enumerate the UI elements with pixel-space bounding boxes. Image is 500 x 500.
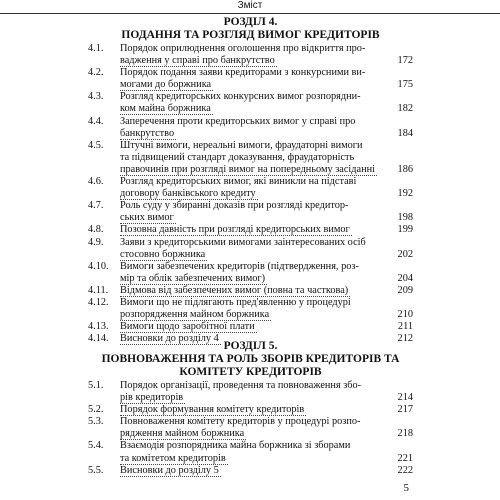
- toc-entry-page: 182: [391, 103, 413, 115]
- toc-entry-number: 4.4.: [88, 115, 104, 127]
- section-4-heading-title: ПОДАННЯ ТА РОЗГЛЯД ВИМОГ КРЕДИТОРІВ: [121, 29, 380, 41]
- toc-entry-text-line: Заяви з кредиторськими вимогами заінтересованих осіб: [120, 236, 366, 248]
- toc-entry-page: 221: [391, 453, 413, 465]
- toc-entry-number: 4.12.: [88, 296, 109, 308]
- toc-entry-text-line: Вимоги забезпечених кредиторів (підтвердження, роз-: [120, 260, 359, 272]
- toc-entry: [88, 237, 413, 261]
- toc-entry-text-line: Порядок подання заяви кредиторами з конкурсними ви-: [120, 67, 366, 79]
- toc-entry-page: 199: [391, 224, 413, 236]
- toc-entry-text-line: Порядок оприлюднення оголошення про відкриття про-: [120, 43, 366, 54]
- toc-entry: [88, 67, 413, 91]
- toc-entry-number: 5.5.: [88, 464, 104, 476]
- toc-entry: [88, 380, 413, 404]
- toc-entry-number: 5.2.: [88, 404, 104, 416]
- toc-entry-text-line: Висновки до розділу 4: [120, 333, 219, 345]
- toc-entry-page: 209: [391, 285, 413, 297]
- toc-entry-page: 172: [391, 55, 413, 67]
- toc-entry-text-line: Повноваження комітету кредиторів у процедурі розпо-: [120, 416, 361, 428]
- toc-entry-page: 222: [391, 465, 413, 477]
- header-rule: [0, 13, 500, 14]
- toc-entry-text-line: Порядок організації, проведення та повноваження збо-: [120, 380, 362, 391]
- toc-entry: [88, 116, 413, 140]
- toc-entry-text-line: Висновки до розділу 5: [120, 464, 219, 476]
- toc-entry: [88, 261, 413, 285]
- toc-entry-text-line: стосовно боржника: [120, 248, 206, 260]
- toc-entry-text-line: Взаємодія розпорядника майна боржника зі зборами: [120, 440, 351, 452]
- toc-entry-text-line: та комітетом кредиторів: [120, 452, 226, 464]
- toc-entry-text-line: Вимоги щодо заробітної плати: [120, 321, 255, 333]
- section-5-heading-number: РОЗДІЛ 5.: [223, 340, 278, 352]
- toc-entry: [88, 43, 413, 67]
- toc-entry: [88, 321, 413, 333]
- toc-entry-number: 4.10.: [88, 260, 109, 272]
- toc-entry-page: 210: [391, 309, 413, 321]
- toc-entry-page: 175: [391, 79, 413, 91]
- toc-entry-page: 186: [391, 164, 413, 176]
- toc-entry-text-line: Розгляд кредиторських конкурсних вимог розпорядни-: [120, 91, 361, 103]
- toc-entry-number: 5.3.: [88, 416, 104, 428]
- toc-entry-number: 4.9.: [88, 236, 104, 248]
- section-4-heading-number: РОЗДІЛ 4.: [223, 16, 278, 28]
- toc-entry-page: 198: [391, 212, 413, 224]
- running-header-title: Зміст: [237, 0, 263, 11]
- toc-entry-number: 4.3.: [88, 91, 104, 103]
- toc-entry-number: 4.6.: [88, 176, 104, 188]
- toc-entry-text-line: банкрутство: [120, 127, 175, 139]
- toc-entry-page: 214: [391, 392, 413, 404]
- toc-entry-text-line: ком майна боржника: [120, 103, 211, 115]
- toc-entry-text-line: ських вимог: [120, 212, 174, 224]
- toc-entry-number: 4.13.: [88, 321, 109, 333]
- toc-entry: [88, 176, 413, 200]
- toc-entry-page: 211: [391, 321, 413, 333]
- toc-entry-number: 4.2.: [88, 67, 104, 79]
- section-5: [88, 340, 413, 477]
- toc-entry-text-line: Порядок формування комітету кредиторів: [120, 404, 305, 416]
- toc-entry-text-line: правочинів при розгляді вимог на попередньому засіданні: [120, 163, 375, 175]
- toc-entry: [88, 285, 413, 297]
- toc-entry: [88, 140, 413, 176]
- toc-entry: [88, 465, 413, 477]
- toc-entry: [88, 416, 413, 440]
- toc-entry-number: 5.4.: [88, 440, 104, 452]
- toc-entry-number: 4.11.: [88, 284, 109, 296]
- toc-entry-page: 218: [391, 428, 413, 440]
- toc-entry-page: 184: [391, 128, 413, 140]
- toc-entry-text-line: могами до боржника: [120, 79, 212, 91]
- toc-entry-text-line: Вимоги що не підлягають пред'явленню у процедурі: [120, 296, 351, 308]
- toc-entry-number: 4.14.: [88, 333, 109, 345]
- toc-entry-number: 4.5.: [88, 139, 104, 151]
- toc-entry-text-line: Штучні вимоги, нереальні вимоги, фраудаторні вимоги: [120, 139, 363, 151]
- toc-entry-text-line: розпорядження майном боржника: [120, 309, 270, 321]
- toc-entry: [88, 440, 413, 464]
- toc-entry: [88, 224, 413, 236]
- toc-entry: [88, 297, 413, 321]
- section-4: [88, 16, 413, 345]
- toc-entry-text-line: Позовна давність при розгляді кредиторських вимог: [120, 224, 350, 236]
- section-5-heading-title: ПОВНОВАЖЕННЯ ТА РОЛЬ ЗБОРІВ КРЕДИТОРІВ ТА: [101, 353, 400, 365]
- toc-entry-text-line: Відмова від забезпечених вимог (повна та часткова): [120, 284, 349, 296]
- toc-entry-text-line: Розгляд кредиторських вимог, які виникли на підставі: [120, 176, 357, 188]
- toc-entry: [88, 404, 413, 416]
- section-4-entries: [88, 43, 413, 345]
- toc-entry-number: 5.1.: [88, 380, 104, 391]
- toc-entry-page: 192: [391, 188, 413, 200]
- toc-entry-text-line: договору банківського кредиту: [120, 188, 256, 200]
- section-5-entries: [88, 380, 413, 477]
- toc-entry-text-line: рядження майном боржника: [120, 428, 245, 440]
- section-5-heading-subtitle: КОМІТЕТУ КРЕДИТОРІВ: [179, 366, 322, 378]
- toc-entry-number: 4.1.: [88, 43, 104, 54]
- toc-entry: [88, 200, 413, 224]
- toc-entry-text-line: вадження у справі про банкрутство: [120, 55, 275, 67]
- toc-entry-number: 4.8.: [88, 224, 104, 236]
- toc-entry-page: 202: [391, 249, 413, 261]
- toc-entry-text-line: мір та облік забезпечених вимог): [120, 272, 266, 284]
- toc-entry-page: 217: [391, 404, 413, 416]
- toc-entry-text-line: Роль суду у збиранні доказів при розгляді кредитор-: [120, 200, 349, 212]
- toc-entry-number: 4.7.: [88, 200, 104, 212]
- toc-entry-page: 204: [391, 273, 413, 285]
- toc-entry-text-line: рів кредиторів: [120, 392, 184, 404]
- toc-entry: [88, 91, 413, 115]
- toc-entry-text-line: та підвищений стандарт доказування, фраудаторність: [120, 151, 355, 163]
- page-number: 5: [403, 482, 409, 494]
- toc-entry-text-line: Заперечення проти кредиторських вимог у справі про: [120, 115, 356, 127]
- toc-entry-page: 212: [391, 333, 413, 345]
